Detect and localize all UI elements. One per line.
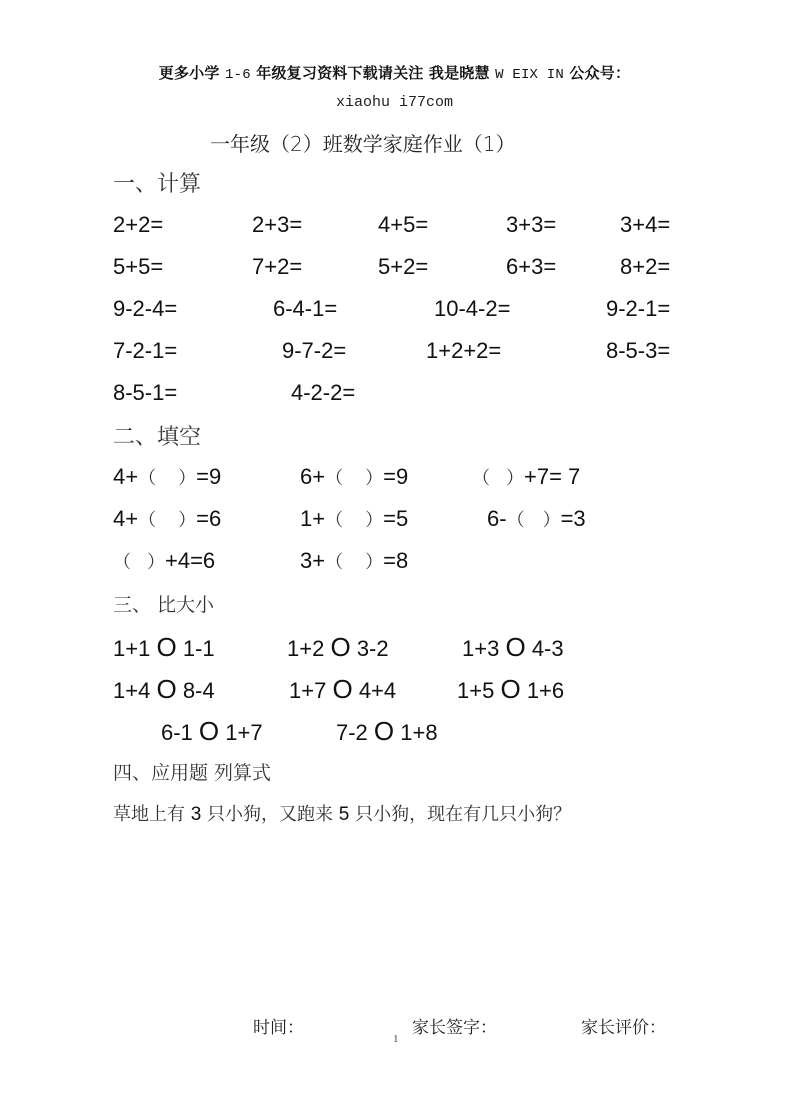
compare-circle-icon[interactable]: O bbox=[500, 674, 521, 704]
blank-paren-open: （ bbox=[113, 552, 131, 573]
blank-paren-close: ） bbox=[178, 468, 197, 489]
compare-circle-icon[interactable]: O bbox=[505, 632, 526, 662]
section-heading-compare: 三、 比大小 bbox=[113, 594, 215, 616]
blank-paren-close: ） bbox=[365, 510, 384, 531]
calc-item: 8+2= bbox=[620, 254, 671, 279]
fill-item: 4+（ ）=6 bbox=[113, 506, 222, 531]
fill-item: 4+（ ）=9 bbox=[113, 464, 222, 489]
calc-item: 3+4= bbox=[620, 212, 671, 237]
compare-circle-icon[interactable]: O bbox=[198, 716, 220, 746]
compare-item: 1+3 O 4-3 bbox=[462, 632, 564, 662]
fill-item: 6-（ ）=3 bbox=[487, 506, 586, 531]
compare-circle-icon[interactable]: O bbox=[330, 632, 351, 662]
compare-circle-icon[interactable]: O bbox=[373, 716, 395, 746]
calc-item: 8-5-1= bbox=[113, 380, 178, 405]
promo-notice bbox=[0, 62, 789, 83]
notice-prefix: 更多小学 bbox=[158, 64, 220, 82]
section-heading-calc: 一、计算 bbox=[113, 172, 202, 197]
calc-item: 8-5-3= bbox=[606, 338, 671, 363]
word-problem-text: 草地上有 3 只小狗，又跑来 5 只小狗，现在有几只小狗？ bbox=[113, 804, 572, 825]
blank-paren-close: ） bbox=[147, 552, 165, 573]
calc-item: 10-4-2= bbox=[434, 296, 511, 321]
section-heading-word-problem: 四、应用题 列算式 bbox=[113, 762, 272, 784]
blank-paren-open: （ bbox=[325, 552, 344, 573]
calc-item: 5+2= bbox=[378, 254, 429, 279]
compare-item: 1+5 O 1+6 bbox=[457, 674, 565, 704]
compare-circle-icon[interactable]: O bbox=[156, 632, 177, 662]
blank-paren-open: （ bbox=[138, 468, 157, 489]
fill-item: 6+（ ）=9 bbox=[300, 464, 409, 489]
notice-suffix: 公众号： bbox=[569, 64, 631, 82]
compare-item: 7-2 O 1+8 bbox=[336, 716, 438, 746]
fill-item: （ ）+4=6 bbox=[113, 548, 216, 573]
blank-paren-close: ） bbox=[506, 468, 524, 489]
parent-signature-label: 家长签字： bbox=[412, 1018, 497, 1038]
notice-middle: 年级复习资料下载请关注 我是晓慧 bbox=[256, 64, 490, 82]
compare-item: 1+4 O 8-4 bbox=[113, 674, 215, 704]
blank-paren-open: （ bbox=[472, 468, 490, 489]
calc-item: 7-2-1= bbox=[113, 338, 178, 363]
promo-url: xiaohu i77com bbox=[335, 94, 454, 111]
calc-item: 5+5= bbox=[113, 254, 164, 279]
compare-item: 1+2 O 3-2 bbox=[287, 632, 389, 662]
notice-grades: 1-6 bbox=[225, 67, 251, 83]
calc-item: 9-2-1= bbox=[606, 296, 671, 321]
compare-item: 1+1 O 1-1 bbox=[113, 632, 215, 662]
calc-item: 6+3= bbox=[506, 254, 557, 279]
calc-item: 4+5= bbox=[378, 212, 429, 237]
calc-item: 9-2-4= bbox=[113, 296, 178, 321]
notice-weixin: W EIX IN bbox=[495, 67, 564, 83]
calc-item: 2+3= bbox=[252, 212, 303, 237]
blank-paren-open: （ bbox=[325, 510, 344, 531]
calc-item: 1+2+2= bbox=[426, 338, 502, 363]
calc-item: 3+3= bbox=[506, 212, 557, 237]
fill-item: 3+（ ）=8 bbox=[300, 548, 409, 573]
calc-item: 6-4-1= bbox=[273, 296, 338, 321]
compare-item: 6-1 O 1+7 bbox=[161, 716, 263, 746]
blank-paren-close: ） bbox=[365, 468, 384, 489]
page-title: 一年级（2）班数学家庭作业（1） bbox=[210, 132, 516, 156]
fill-item: （ ）+7= 7 bbox=[472, 464, 581, 489]
parent-evaluation-label: 家长评价： bbox=[581, 1018, 666, 1038]
blank-paren-close: ） bbox=[178, 510, 197, 531]
compare-item: 1+7 O 4+4 bbox=[289, 674, 397, 704]
calc-item: 7+2= bbox=[252, 254, 303, 279]
compare-circle-icon[interactable]: O bbox=[332, 674, 353, 704]
calc-item: 4-2-2= bbox=[291, 380, 356, 405]
blank-paren-open: （ bbox=[506, 510, 525, 531]
time-label: 时间： bbox=[253, 1018, 304, 1038]
blank-paren-close: ） bbox=[365, 552, 384, 573]
blank-paren-open: （ bbox=[138, 510, 157, 531]
section-heading-fill: 二、填空 bbox=[113, 425, 202, 450]
calc-item: 9-7-2= bbox=[282, 338, 347, 363]
blank-paren-open: （ bbox=[325, 468, 344, 489]
calc-item: 2+2= bbox=[113, 212, 164, 237]
blank-paren-close: ） bbox=[542, 510, 561, 531]
compare-circle-icon[interactable]: O bbox=[156, 674, 177, 704]
page-number: 1 bbox=[393, 1033, 399, 1045]
fill-item: 1+（ ）=5 bbox=[300, 506, 409, 531]
